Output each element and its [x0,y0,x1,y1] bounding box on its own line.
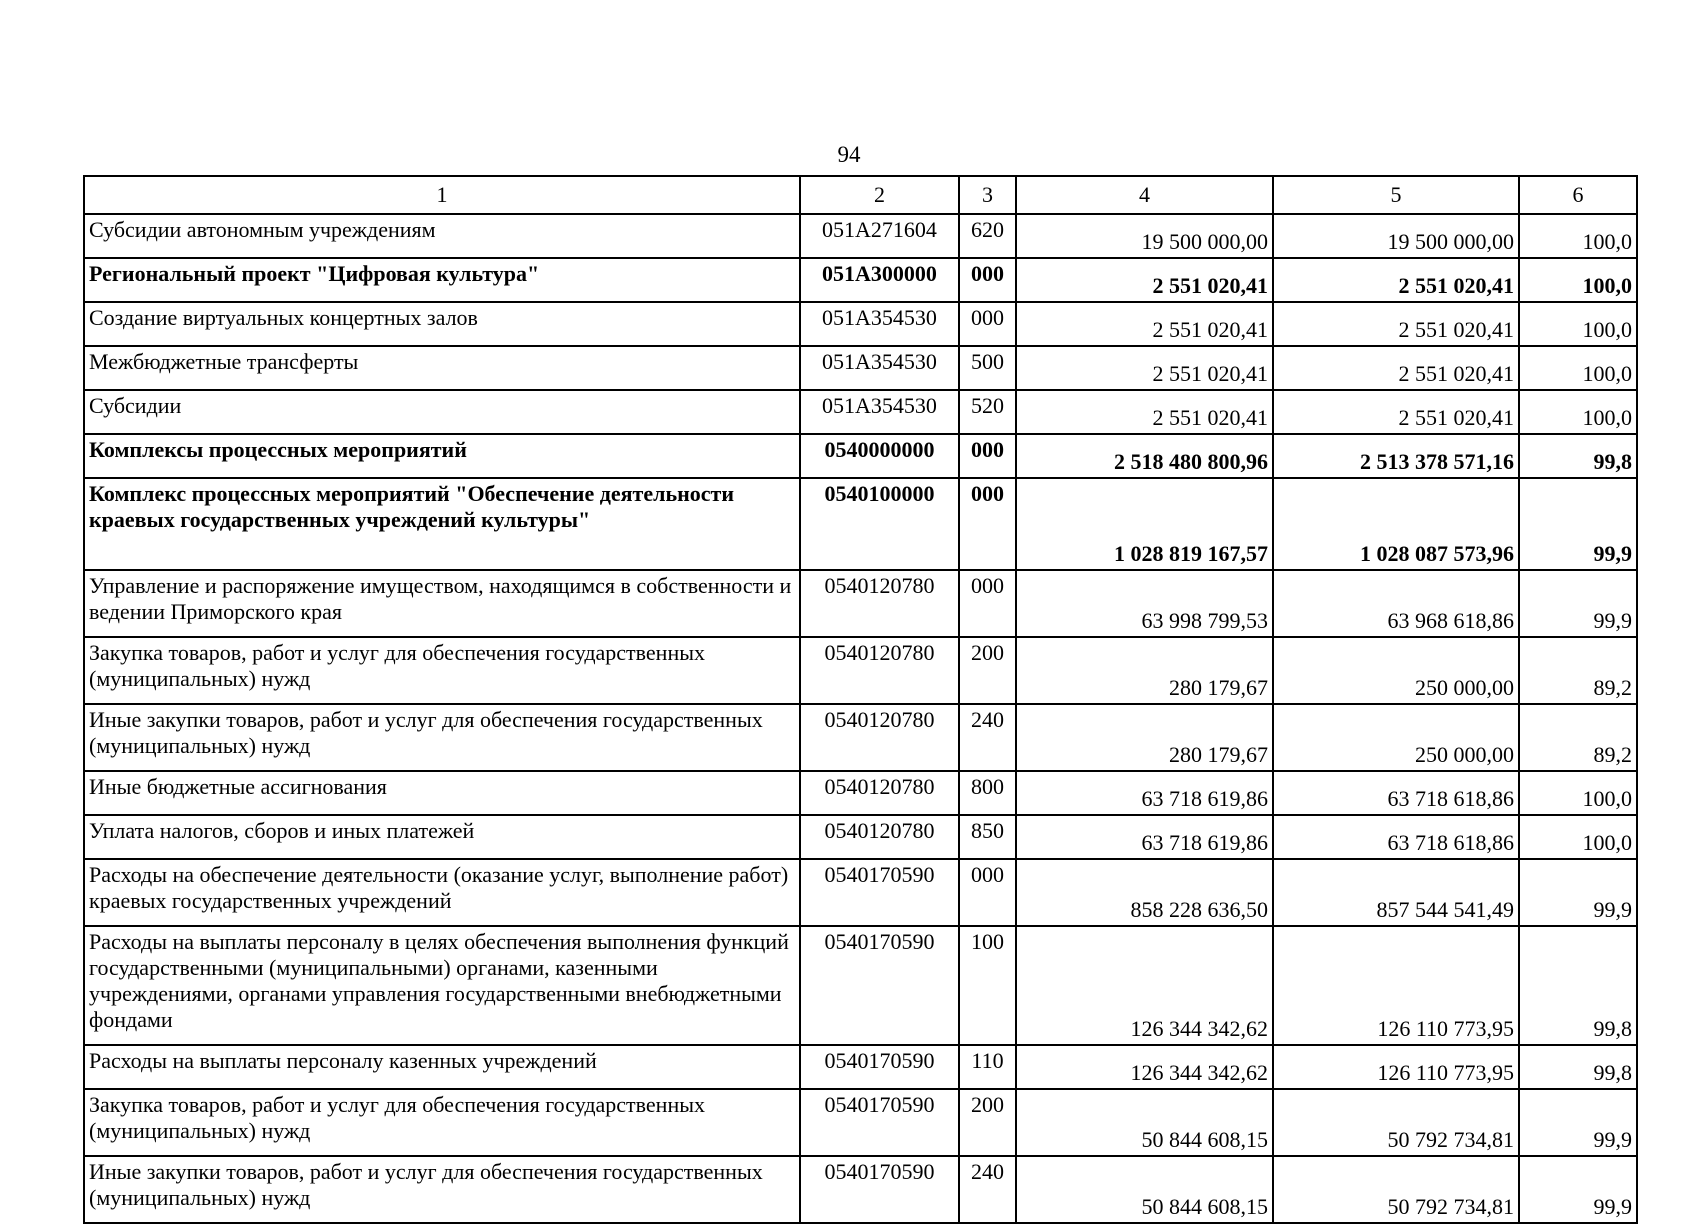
row-planned-amount-cell: 2 518 480 800,96 [1016,434,1273,478]
row-executed-amount-cell: 250 000,00 [1273,704,1519,771]
row-name-cell: Закупка товаров, работ и услуг для обеспечения государственных (муниципальных) нужд [84,637,800,704]
row-expense-type-cell: 800 [959,771,1016,815]
row-code-cell: 0540170590 [800,926,959,1045]
table-row [84,214,1637,258]
row-executed-amount-cell: 50 792 734,81 [1273,1089,1519,1156]
row-code-cell: 0540170590 [800,1156,959,1223]
row-percent-cell: 99,9 [1519,1089,1637,1156]
row-name-cell: Региональный проект "Цифровая культура" [84,258,800,302]
column-number: 6 [1519,176,1637,214]
row-executed-amount-cell: 2 551 020,41 [1273,302,1519,346]
row-planned-amount-cell: 126 344 342,62 [1016,1045,1273,1089]
row-name-cell: Расходы на выплаты персоналу в целях обеспечения выполнения функций государственными (муниципальными) органами, казенными учреждениями, органами управления государственными внебюджетными фондами [84,926,800,1045]
row-expense-type-cell: 620 [959,214,1016,258]
row-code-cell: 0540170590 [800,859,959,926]
row-executed-amount-cell: 2 551 020,41 [1273,258,1519,302]
row-code-cell: 051A354530 [800,346,959,390]
row-executed-amount-cell: 2 551 020,41 [1273,390,1519,434]
row-expense-type-cell: 110 [959,1045,1016,1089]
row-executed-amount-cell: 63 718 618,86 [1273,771,1519,815]
row-planned-amount-cell: 1 028 819 167,57 [1016,478,1273,570]
row-expense-type-cell: 000 [959,570,1016,637]
table-row [84,1156,1637,1223]
row-planned-amount-cell: 2 551 020,41 [1016,346,1273,390]
page-number: 94 [837,142,861,167]
row-code-cell: 0540000000 [800,434,959,478]
row-expense-type-cell: 000 [959,302,1016,346]
row-planned-amount-cell: 63 718 619,86 [1016,771,1273,815]
row-expense-type-cell: 200 [959,1089,1016,1156]
row-code-cell: 0540120780 [800,815,959,859]
row-planned-amount-cell: 2 551 020,41 [1016,258,1273,302]
row-planned-amount-cell: 19 500 000,00 [1016,214,1273,258]
row-percent-cell: 99,8 [1519,1045,1637,1089]
row-code-cell: 051A271604 [800,214,959,258]
row-expense-type-cell: 240 [959,704,1016,771]
row-expense-type-cell: 000 [959,859,1016,926]
row-expense-type-cell: 240 [959,1156,1016,1223]
row-percent-cell: 100,0 [1519,815,1637,859]
row-executed-amount-cell: 126 110 773,95 [1273,926,1519,1045]
row-planned-amount-cell: 2 551 020,41 [1016,390,1273,434]
row-planned-amount-cell: 280 179,67 [1016,704,1273,771]
row-executed-amount-cell: 126 110 773,95 [1273,1045,1519,1089]
row-executed-amount-cell: 2 513 378 571,16 [1273,434,1519,478]
row-name-cell: Иные закупки товаров, работ и услуг для обеспечения государственных (муниципальных) нужд [84,704,800,771]
row-executed-amount-cell: 50 792 734,81 [1273,1156,1519,1223]
column-number: 1 [84,176,800,214]
row-percent-cell: 99,9 [1519,570,1637,637]
row-planned-amount-cell: 858 228 636,50 [1016,859,1273,926]
row-executed-amount-cell: 19 500 000,00 [1273,214,1519,258]
table-row [84,704,1637,771]
table-body [84,176,1637,1223]
column-number: 3 [959,176,1016,214]
row-code-cell: 0540100000 [800,478,959,570]
table-row [84,926,1637,1045]
row-name-cell: Уплата налогов, сборов и иных платежей [84,815,800,859]
row-name-cell: Расходы на выплаты персоналу казенных учреждений [84,1045,800,1089]
row-code-cell: 051A300000 [800,258,959,302]
table-row [84,570,1637,637]
row-executed-amount-cell: 2 551 020,41 [1273,346,1519,390]
row-expense-type-cell: 520 [959,390,1016,434]
table-row [84,390,1637,434]
row-expense-type-cell: 500 [959,346,1016,390]
row-percent-cell: 99,8 [1519,926,1637,1045]
row-code-cell: 0540120780 [800,704,959,771]
row-code-cell: 0540120780 [800,637,959,704]
row-name-cell: Комплекс процессных мероприятий "Обеспечение деятельности краевых государственных учреждений культуры" [84,478,800,570]
table-row [84,434,1637,478]
table-row [84,302,1637,346]
column-number: 5 [1273,176,1519,214]
table-row [84,1089,1637,1156]
column-number: 2 [800,176,959,214]
row-planned-amount-cell: 63 718 619,86 [1016,815,1273,859]
row-code-cell: 051A354530 [800,302,959,346]
row-name-cell: Расходы на обеспечение деятельности (оказание услуг, выполнение работ) краевых государственных учреждений [84,859,800,926]
column-number: 4 [1016,176,1273,214]
row-percent-cell: 100,0 [1519,258,1637,302]
row-percent-cell: 99,9 [1519,478,1637,570]
row-expense-type-cell: 000 [959,478,1016,570]
row-planned-amount-cell: 63 998 799,53 [1016,570,1273,637]
row-name-cell: Иные бюджетные ассигнования [84,771,800,815]
table-row [84,637,1637,704]
row-percent-cell: 99,8 [1519,434,1637,478]
table-row [84,258,1637,302]
table-row [84,771,1637,815]
row-percent-cell: 100,0 [1519,390,1637,434]
row-planned-amount-cell: 50 844 608,15 [1016,1089,1273,1156]
row-code-cell: 0540120780 [800,570,959,637]
row-executed-amount-cell: 63 968 618,86 [1273,570,1519,637]
column-number-row [84,176,1637,214]
table-row [84,815,1637,859]
row-name-cell: Управление и распоряжение имуществом, находящимся в собственности и ведении Приморского края [84,570,800,637]
table-row [84,859,1637,926]
row-planned-amount-cell: 2 551 020,41 [1016,302,1273,346]
row-expense-type-cell: 200 [959,637,1016,704]
row-percent-cell: 99,9 [1519,859,1637,926]
row-percent-cell: 89,2 [1519,704,1637,771]
row-planned-amount-cell: 280 179,67 [1016,637,1273,704]
row-percent-cell: 100,0 [1519,346,1637,390]
row-name-cell: Иные закупки товаров, работ и услуг для обеспечения государственных (муниципальных) нужд [84,1156,800,1223]
row-planned-amount-cell: 50 844 608,15 [1016,1156,1273,1223]
table-row [84,1045,1637,1089]
row-percent-cell: 100,0 [1519,771,1637,815]
table-row [84,478,1637,570]
row-expense-type-cell: 100 [959,926,1016,1045]
row-executed-amount-cell: 250 000,00 [1273,637,1519,704]
row-percent-cell: 89,2 [1519,637,1637,704]
row-executed-amount-cell: 63 718 618,86 [1273,815,1519,859]
row-name-cell: Комплексы процессных мероприятий [84,434,800,478]
row-name-cell: Межбюджетные трансферты [84,346,800,390]
row-code-cell: 0540120780 [800,771,959,815]
row-name-cell: Субсидии автономным учреждениям [84,214,800,258]
row-expense-type-cell: 850 [959,815,1016,859]
row-executed-amount-cell: 1 028 087 573,96 [1273,478,1519,570]
row-name-cell: Субсидии [84,390,800,434]
row-expense-type-cell: 000 [959,434,1016,478]
budget-table [83,175,1638,1224]
row-planned-amount-cell: 126 344 342,62 [1016,926,1273,1045]
row-code-cell: 0540170590 [800,1045,959,1089]
row-name-cell: Создание виртуальных концертных залов [84,302,800,346]
row-executed-amount-cell: 857 544 541,49 [1273,859,1519,926]
row-expense-type-cell: 000 [959,258,1016,302]
row-percent-cell: 100,0 [1519,214,1637,258]
row-name-cell: Закупка товаров, работ и услуг для обеспечения государственных (муниципальных) нужд [84,1089,800,1156]
row-code-cell: 051A354530 [800,390,959,434]
row-percent-cell: 99,9 [1519,1156,1637,1223]
row-percent-cell: 100,0 [1519,302,1637,346]
table-row [84,346,1637,390]
row-code-cell: 0540170590 [800,1089,959,1156]
